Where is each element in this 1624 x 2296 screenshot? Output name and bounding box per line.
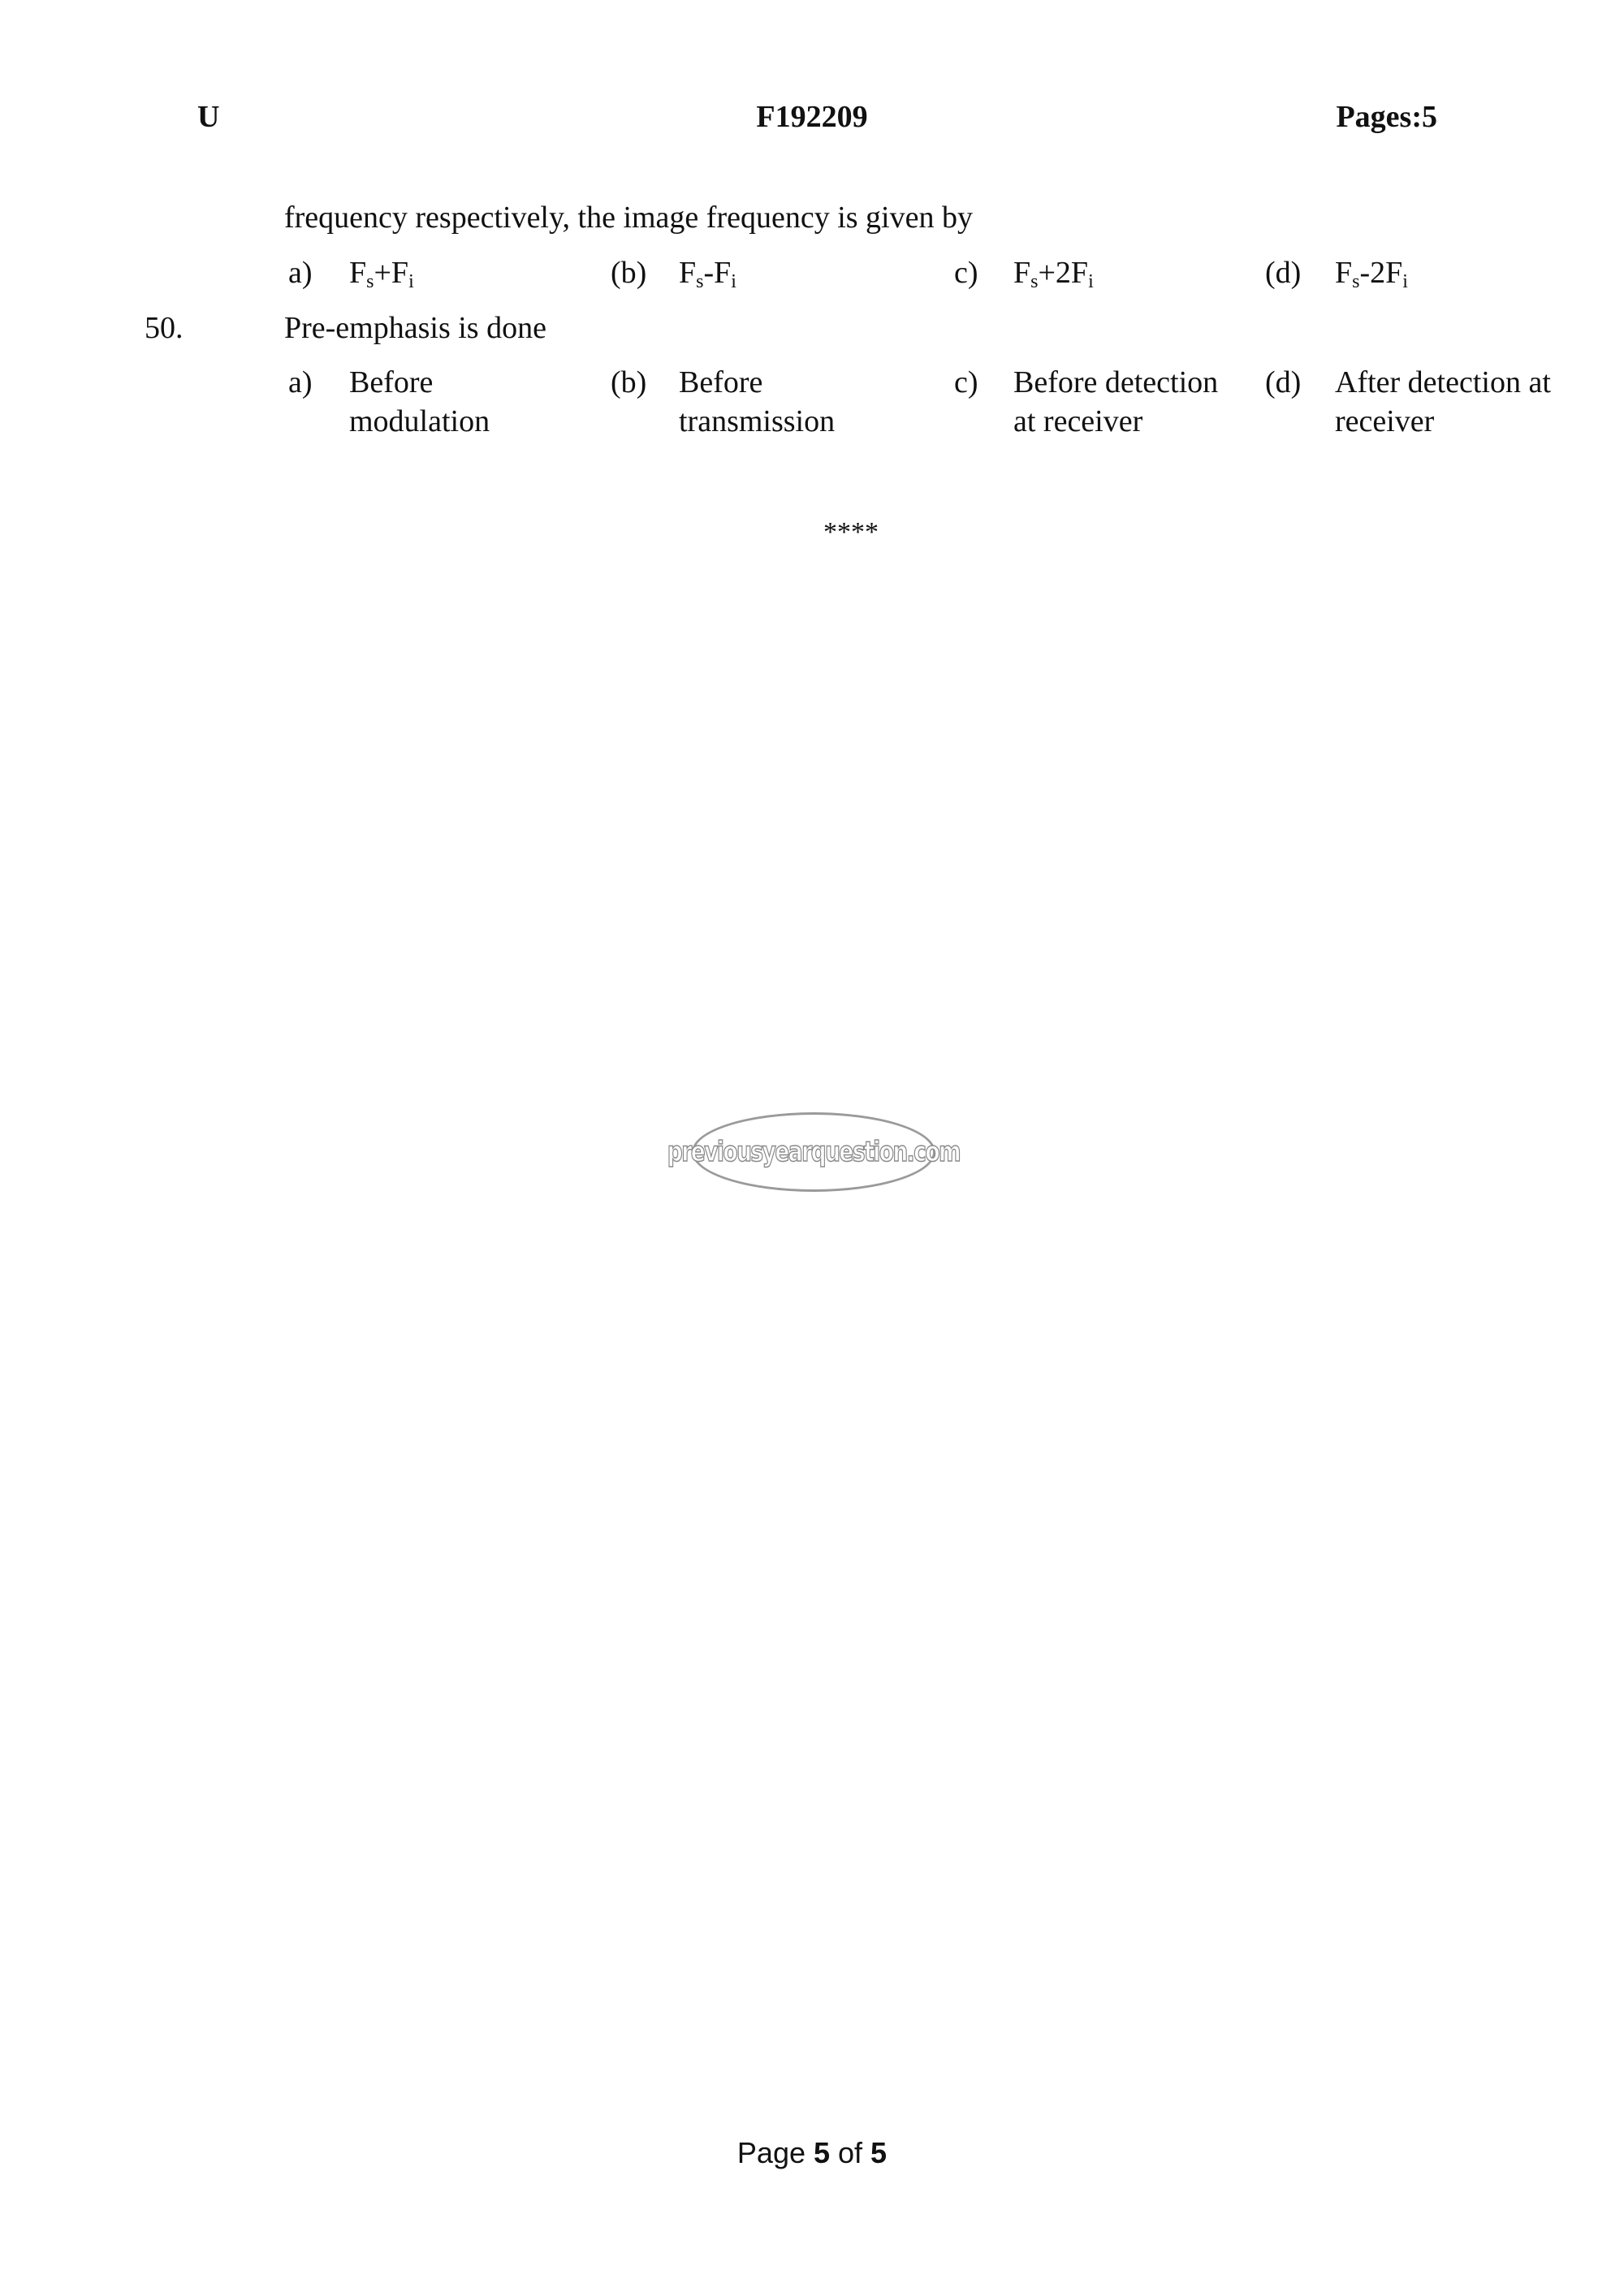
q49-option-b-text: $F_s-F_i$ xyxy=(679,256,736,292)
q50-option-b-marker: (b) xyxy=(611,365,647,399)
watermark-stamp xyxy=(667,1112,961,1192)
watermark-text: previousyearquestion.com xyxy=(667,1136,961,1168)
q49-option-b-marker: (b) xyxy=(611,256,647,290)
q50-option-c-text: Before detection at receiver xyxy=(1013,365,1219,438)
q50-option-a-text: Before modulation xyxy=(349,365,490,438)
q49-option-a-marker: a) xyxy=(288,256,313,290)
q50-option-d-marker: (d) xyxy=(1265,365,1302,399)
header-page-count: Pages:5 xyxy=(1336,100,1437,134)
q49-option-c-marker: c) xyxy=(954,256,978,290)
q49-option-d-text: $F_s-2F_i$ xyxy=(1335,256,1408,292)
q50-option-c-marker: c) xyxy=(954,365,978,399)
q49-option-d-marker: (d) xyxy=(1265,256,1302,290)
end-of-paper-marker: **** xyxy=(823,517,879,547)
question-text: Pre-emphasis is done xyxy=(284,311,546,345)
question-number: 50. xyxy=(145,311,184,345)
header-left-code: U xyxy=(197,100,220,134)
page-footer: Page 5 of 5 xyxy=(736,2136,888,2169)
question-49-continuation: frequency respectively, the image frequency is given by xyxy=(284,201,973,235)
header-paper-code: F192209 xyxy=(756,100,868,134)
q50-option-d-text: After detection at receiver xyxy=(1335,365,1551,438)
q49-option-c-text: $F_s+2F_i$ xyxy=(1013,256,1094,292)
q50-option-b-text: Before transmission xyxy=(679,365,836,438)
q50-option-a-marker: a) xyxy=(288,365,313,399)
q49-option-a-text: $F_s+F_i$ xyxy=(349,256,414,292)
